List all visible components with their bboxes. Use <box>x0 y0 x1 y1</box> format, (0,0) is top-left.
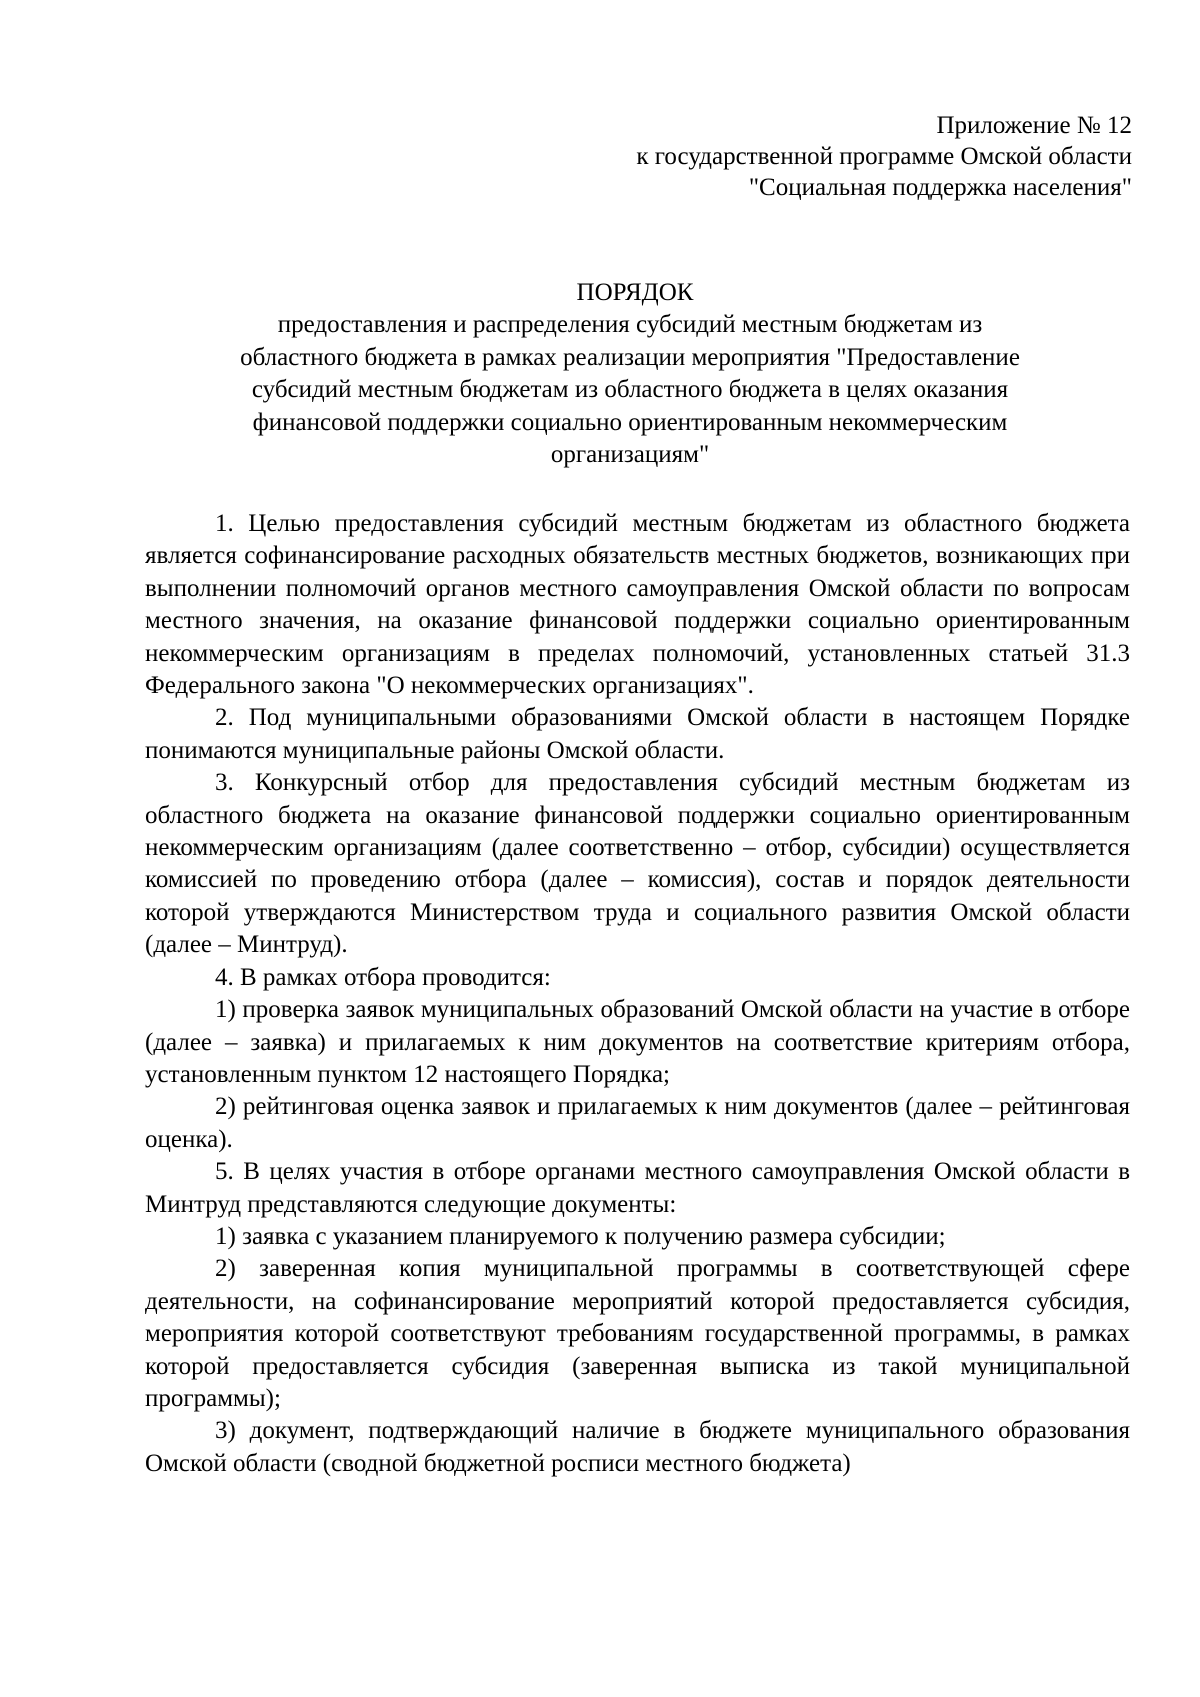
paragraph-5-item-3: 3) документ, подтверждающий наличие в бюджете муниципального образования Омской области (сводной бюджетной росписи местного бюджета) <box>145 1417 1130 1477</box>
paragraph-4-item-2: 2) рейтинговая оценка заявок и прилагаемых к ним документов (далее – рейтинговая оценка). <box>145 1093 1130 1153</box>
paragraph-1-purpose: 1. Целью предоставления субсидий местным бюджетам из областного бюджета является софинансирование расходных обязательств местных бюджетов, возникающих при выполнении полномочий органов местного самоуправления Омской области по вопросам местного значения, на оказание финансовой поддержки социально ориентированным некоммерческим организациям в пределах полномочий, установленных статьей 31.3 Федерального закона "О некоммерческих организациях". <box>145 510 1130 700</box>
subtitle-line: организациям" <box>550 441 710 468</box>
paragraph-4-item-1: 1) проверка заявок муниципальных образований Омской области на участие в отборе (далее – заявка) и прилагаемых к ним документов на соответствие критериям отбора, установленным пунктом 12 настоящего Порядка; <box>145 996 1130 1088</box>
paragraph-2-municipalities: 2. Под муниципальными образованиями Омской области в настоящем Порядке понимаются муниципальные районы Омской области. <box>145 704 1130 764</box>
document-subtitle <box>182 309 1078 472</box>
subtitle-line: предоставления и распределения субсидий местным бюджетам из <box>277 311 983 338</box>
document-title: ПОРЯДОК <box>576 279 694 306</box>
appendix-header <box>636 110 1132 203</box>
appendix-program-name: "Социальная поддержка населения" <box>748 174 1132 201</box>
paragraph-5-item-1: 1) заявка с указанием планируемого к получению размера субсидии; <box>215 1222 946 1250</box>
appendix-program-ref: к государственной программе Омской области <box>636 143 1132 170</box>
subtitle-line: областного бюджета в рамках реализации мероприятия "Предоставление <box>240 343 1020 371</box>
paragraph-4-selection-steps: 4. В рамках отбора проводится: <box>215 963 551 991</box>
document-body <box>145 508 1130 1480</box>
appendix-number: Приложение № 12 <box>936 112 1132 139</box>
paragraph-5-documents: 5. В целях участия в отборе органами местного самоуправления Омской области в Минтруд представляются следующие документы: <box>145 1158 1130 1218</box>
paragraph-5-item-2: 2) заверенная копия муниципальной программы в соответствующей сфере деятельности, на софинансирование мероприятий которой предоставляется субсидия, мероприятия которой соответствуют требованиям государственной программы, в рамках которой предоставляется субсидия (заверенная выписка из такой муниципальной программы); <box>145 1255 1130 1412</box>
paragraph-3-competitive-selection: 3. Конкурсный отбор для предоставления субсидий местным бюджетам из областного бюджета на оказание финансовой поддержки социально ориентированным некоммерческим организациям (далее соответственно – отбор, субсидии) осуществляется комиссией по проведению отбора (далее – комиссия), состав и порядок деятельности которой утверждаются Министерством труда и социального развития Омской области (далее – Минтруд). <box>145 769 1130 959</box>
subtitle-line: субсидий местным бюджетам из областного бюджета в целях оказания <box>251 376 1009 403</box>
subtitle-line: финансовой поддержки социально ориентированным некоммерческим <box>252 408 1008 436</box>
